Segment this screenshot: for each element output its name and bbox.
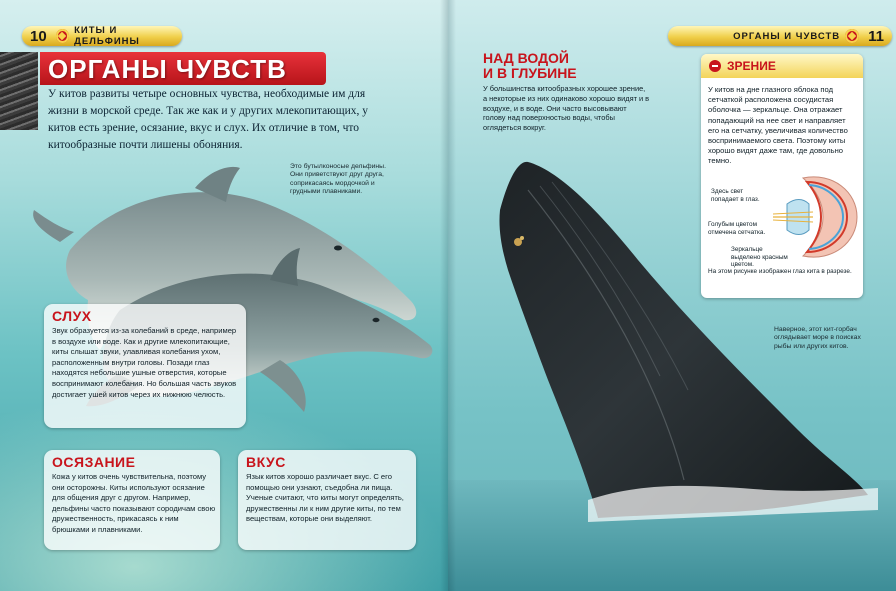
- whale-caption: Наверное, этот кит-горбач оглядывает море в поисках рыбы или других китов.: [774, 326, 861, 350]
- taste-title: ВКУС: [246, 454, 286, 470]
- hearing-box: [44, 304, 246, 428]
- subsection-title-line2: И В ГЛУБИНЕ: [483, 65, 577, 81]
- label-diagram: На этом рисунке изображен глаз кита в разрезе.: [708, 268, 852, 275]
- page-gutter: [440, 0, 456, 591]
- vision-header: [701, 54, 863, 78]
- subsection-text: У большинства китообразных хорошее зрение, а некоторые из них одинаково хорошо видят и в воздухе, и в воде. Они часто высовывают голову над поверхностью воды, чтобы оглядеться вокруг.: [483, 84, 650, 133]
- section-emblem-icon: [845, 29, 859, 43]
- page-number-right: 11: [868, 27, 884, 45]
- hearing-title: СЛУХ: [52, 308, 92, 324]
- vision-box: [701, 54, 863, 298]
- label-mirror: Зеркальце выделено красным цветом.: [731, 246, 788, 269]
- hearing-text: Звук образуется из-за колебаний в среде, например в воздухе или воде. Как и другие млекопитающие, киты слышат звуки, улавливая колебания ухом, расположенным внутри головы. Позади глаз находятся небольшие ушные отверстия, которые воспринимают колебания. Но большая часть звуков достигает ушей китов через их нижнюю челюсть.: [52, 326, 237, 399]
- page-title: ОРГАНЫ ЧУВСТВ: [48, 54, 287, 84]
- vision-text: У китов на дне глазного яблока под сетчаткой расположена сосудистая оболочка — зеркальце. Она отражает попадающий на нее свет и направляет его на сетчатку, увеличивая количество воспринимаемого света. Поэтому киты хорошо видят даже там, где довольно темно.: [708, 85, 848, 166]
- right-header-band: [668, 26, 892, 46]
- label-retina: Голубым цветом отмечена сетчатка.: [708, 221, 766, 236]
- section-title-left: КИТЫ И ДЕЛЬФИНЫ: [74, 25, 140, 47]
- taste-box: [238, 450, 416, 550]
- touch-box: [44, 450, 220, 550]
- page-number-left: 10: [30, 27, 47, 45]
- eye-marker-icon: [709, 60, 721, 72]
- vision-title: ЗРЕНИЕ: [727, 59, 776, 73]
- subsection-title: [483, 51, 577, 81]
- section-title-right: ОРГАНЫ И ЧУВСТВ: [733, 30, 841, 42]
- touch-title: ОСЯЗАНИЕ: [52, 454, 136, 470]
- taste-text: Язык китов хорошо различает вкус. С его помощью они узнают, съедобна ли пища. Ученые считают, что киты могут определять, дружественны ли к ним другие киты, по тем веществам, которые они выделяют.: [246, 472, 404, 524]
- touch-text: Кожа у китов очень чувствительна, поэтому они осторожны. Киты используют осязание для общения друг с другом. Например, дельфины часто показывают сородичам свою дружественность, прикасаясь к ним брюшками и плавниками.: [52, 472, 216, 534]
- whale-skin-thumbnail: [0, 52, 38, 130]
- left-header-band: [22, 26, 182, 46]
- dolphins-caption: Это бутылконосые дельфины. Они приветствуют друг друга, соприкасаясь мордочкой и грудными плавниками.: [290, 163, 386, 195]
- subsection-title-line1: НАД ВОДОЙ: [483, 50, 569, 66]
- intro-paragraph: У китов развиты четыре основных чувства, необходимые им для жизни в морской среде. Так же как и у других млекопитающих, у китов есть зрение, осязание, вкус и слух. Их отличие в том, что китообразные почти лишены обоняния.: [48, 88, 369, 151]
- label-light-entry: Здесь свет попадает в глаз.: [711, 188, 760, 203]
- section-emblem-icon: [56, 29, 69, 43]
